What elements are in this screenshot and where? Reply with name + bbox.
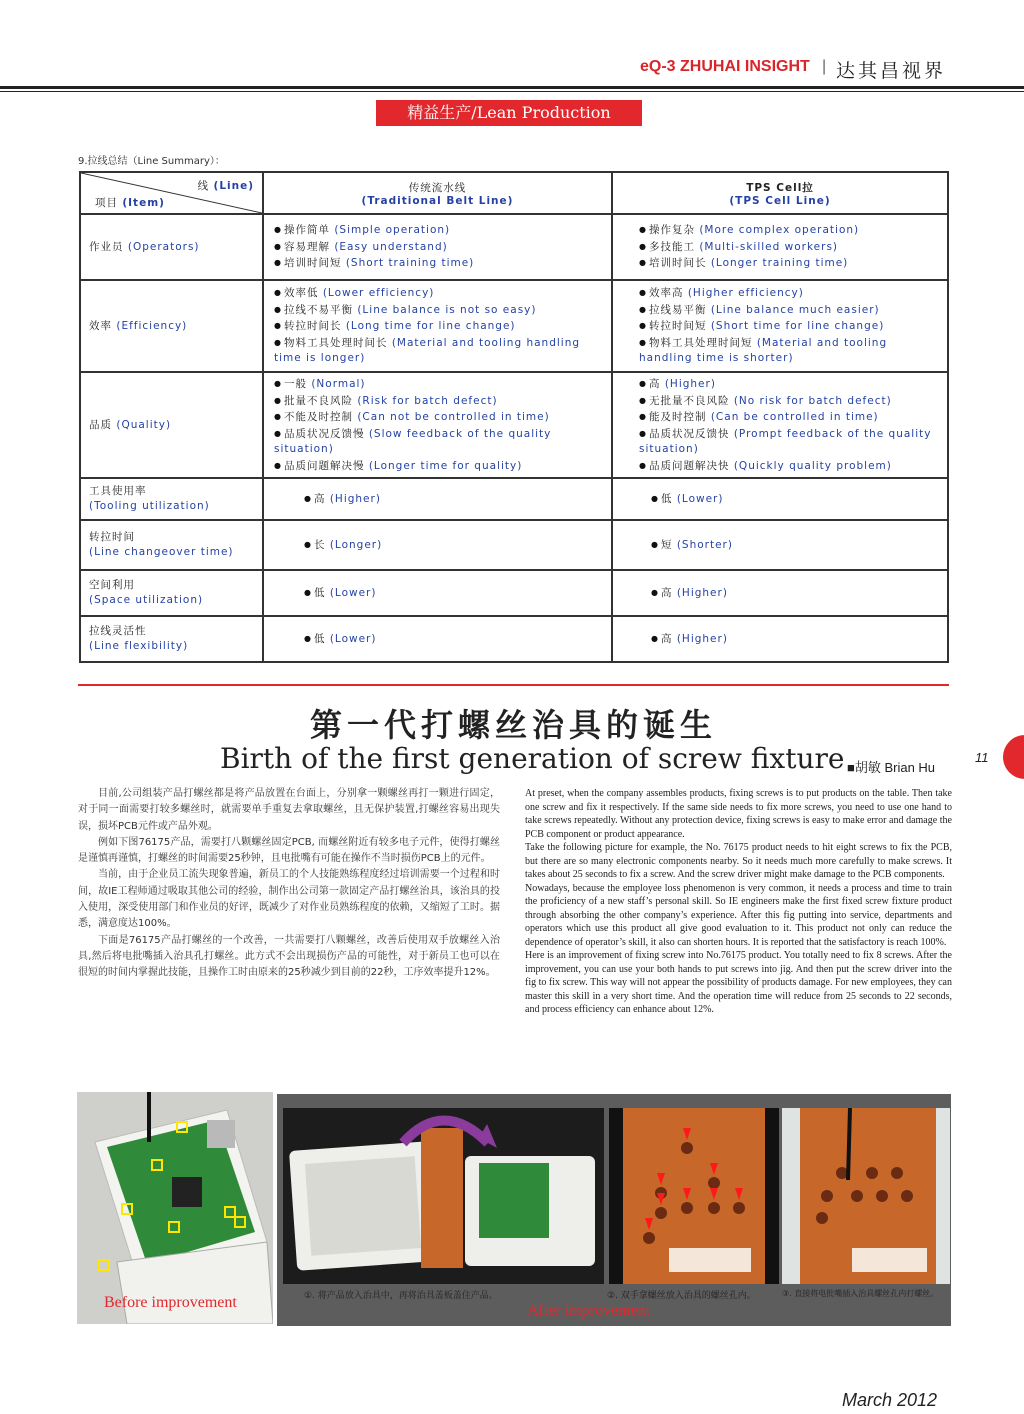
- bullet-en: (Higher): [664, 378, 716, 390]
- tps-cell: [612, 520, 948, 570]
- bullet-item: [639, 393, 939, 410]
- bullet-item: [651, 631, 939, 648]
- bullet-item: [304, 491, 603, 508]
- row-label-cn: 品质: [89, 418, 112, 431]
- magazine-brand: eQ-3 ZHUHAI INSIGHT: [640, 58, 810, 75]
- bullet-en: (Higher): [329, 492, 381, 505]
- corner-cell: [80, 172, 263, 214]
- bullet-en: (Lower): [676, 492, 724, 505]
- bullet-item: [274, 318, 603, 335]
- bullet-list: [621, 631, 939, 648]
- row-label-cell: [80, 616, 263, 662]
- line-summary-table: [79, 171, 949, 663]
- caption-step1: ①. 将产品放入治具中，再将治具盖板盖住产品。: [304, 1291, 498, 1301]
- traditional-cell: [263, 570, 612, 616]
- row-label-cn: 作业员: [89, 240, 124, 253]
- article-divider: [78, 684, 949, 686]
- table-row: [80, 280, 948, 372]
- bullet-en: (Higher): [676, 632, 728, 645]
- caption-before: Before improvement: [104, 1294, 237, 1311]
- page-tab: [1003, 735, 1024, 779]
- tps-cell: [612, 616, 948, 662]
- row-label-cn: 拉线灵活性: [89, 625, 147, 637]
- bullet-en: (More complex operation): [699, 224, 860, 237]
- row-label-en: (Line flexibility): [89, 640, 189, 652]
- bullet-cn: 品质状况反馈慢: [283, 427, 365, 440]
- article-title-en: Birth of the first generation of screw fixture: [220, 742, 845, 775]
- bullet-en: (Longer training time): [710, 257, 849, 270]
- col1-en: (Traditional Belt Line): [361, 194, 514, 207]
- bullet-item: [639, 255, 939, 272]
- bullet-en: (Long time for line change): [345, 320, 516, 333]
- paragraph-en: Here is an improvement of fixing screw into No.76175 product. You totally need to fix 8 screws. After the improvement, you can use your both hands to put screws into jig. And then put the screw driver into the fig to fix screw. This way will not appear the possibility of products damage. For new employees, they can master this skill in a very short time. And the operation time will reduce from 25 seconds to 22 seconds, and process efficiency can enhance about 12%.: [525, 950, 952, 1015]
- tps-cell: [612, 280, 948, 372]
- bullet-en: (Simple operation): [334, 224, 451, 237]
- bullet-cn: 培训时间长: [648, 257, 707, 270]
- bullet-cn: 高: [660, 632, 673, 645]
- bullet-cn: 高: [648, 378, 661, 390]
- bullet-item: [639, 302, 939, 319]
- bullet-list: [274, 376, 603, 474]
- paragraph-en: Nowadays, because the employee loss phenomenon is very common, it needs a process and time to train the proficiency of a new staff’s personal skill. So IE engineers make the first fixed screw fixture product through absorbing the other company’s experience. After this fig putting into service, departments and operators which use this product all give good evaluation to it. This product not only can reduce the dependence of operator’s skill, it also can shorten hours. It is reported that the satisfactory is reach 100%.: [525, 882, 952, 948]
- step3-photo: [782, 1108, 950, 1284]
- traditional-cell: [263, 478, 612, 520]
- bullet-item: [274, 335, 603, 367]
- row-label-cn: 转拉时间: [89, 531, 135, 543]
- bullet-item: [651, 585, 939, 602]
- traditional-cell: [263, 520, 612, 570]
- row-label-cell: [80, 520, 263, 570]
- bullet-en: (No risk for batch defect): [733, 394, 892, 407]
- bullet-item: [639, 318, 939, 335]
- table-row: [80, 616, 948, 662]
- bullet-cn: 低: [313, 632, 326, 645]
- step1-photo: [283, 1108, 604, 1284]
- col2-cn: TPS Cell拉: [746, 181, 814, 194]
- bullet-cn: 操作复杂: [648, 224, 695, 237]
- bullet-item: [639, 285, 939, 302]
- bullet-en: (Lower): [329, 632, 377, 645]
- bullet-item: [274, 426, 603, 458]
- bullet-item: [639, 335, 939, 367]
- bullet-en: (Prompt feedback of the quality situation): [639, 427, 932, 455]
- bullet-en: (Short time for line change): [710, 320, 885, 333]
- table-row: [80, 570, 948, 616]
- bullet-cn: 一般: [283, 378, 307, 390]
- col-header-traditional: [263, 172, 612, 214]
- paragraph-cn: 下面是76175产品打螺丝的一个改善，一共需要打八颗螺丝，改善后使用双手放螺丝入治具,然后将电批嘴插入治具孔打螺丝。此方式不会出现损伤产品的可能性，对于新员工也可以在很短的时间内掌握此技能，且操作工时由原来的25秒减少到目前的22秒，工序效率提升12%。: [78, 934, 500, 979]
- issue-date: March 2012: [842, 1390, 938, 1410]
- bullet-cn: 多技能工: [648, 240, 695, 253]
- bullet-en: (Multi-skilled workers): [699, 240, 839, 253]
- bullet-list: [621, 376, 939, 474]
- row-label-en: (Efficiency): [116, 319, 188, 332]
- bullet-item: [651, 491, 939, 508]
- bullet-item: [274, 393, 603, 410]
- bullet-list: [274, 585, 603, 602]
- step2-photo: [609, 1108, 779, 1284]
- row-label-cn: 效率: [89, 319, 112, 332]
- tps-cell: [612, 372, 948, 478]
- table-row: [80, 372, 948, 478]
- bullet-item: [304, 585, 603, 602]
- bullet-item: [274, 458, 603, 475]
- row-label-cell: [80, 478, 263, 520]
- bullet-item: [639, 458, 939, 475]
- bullet-cn: 转拉时间短: [648, 320, 707, 333]
- paragraph-cn: 当前，由于企业员工流失现象普遍，新员工的个人技能熟练程度经过培训需要一个过程和时间，故IE工程师通过吸取其他公司的经验，制作出公司第一款固定产品打螺丝治具，该治具的投入使用，深受使用部门和作业员的好评，既减少了对作业员熟练程度的依赖，又缩短了工时。据悉，满意度达100%。: [78, 869, 500, 930]
- bullet-cn: 能及时控制: [648, 411, 707, 423]
- row-label-cell: [80, 280, 263, 372]
- bullet-en: (Normal): [311, 378, 366, 390]
- bullet-en: (Shorter): [676, 538, 733, 551]
- row-label-en: (Tooling utilization): [89, 500, 210, 512]
- bullet-cn: 品质状况反馈快: [648, 427, 730, 440]
- bullet-item: [304, 631, 603, 648]
- bullet-en: (Material and tooling handling time is shorter): [639, 336, 888, 365]
- bullet-en: (Material and tooling handling time is longer): [274, 336, 581, 365]
- tps-cell: [612, 214, 948, 280]
- paragraph-cn: 目前,公司组装产品打螺丝都是将产品放置在台面上，分别拿一颗螺丝再打一颗进行固定，对于同一面需要打较多螺丝时，就需要单手重复去拿取螺丝，且无保护装置,打螺丝容易出现失误，损坏PCB元件或产品外观。: [78, 788, 500, 832]
- bullet-item: [274, 255, 603, 272]
- table-title: 9.拉线总结（Line Summary）：: [78, 156, 225, 167]
- paragraph-cn: 例如下图76175产品，需要打八颗螺丝固定PCB, 而螺丝附近有较多电子元件，使得打螺丝是谨慎再谨慎，打螺丝的时间需要25秒钟，且电批嘴有可能在操作不当时损伤PCB上的元件。: [78, 836, 500, 865]
- tps-cell: [612, 478, 948, 520]
- section-tag: 精益生产/Lean Production: [376, 100, 642, 126]
- bullet-en: (Lower efficiency): [322, 287, 435, 300]
- corner-item-cn: 项目: [95, 197, 118, 209]
- table-row: [80, 520, 948, 570]
- bullet-cn: 操作简单: [283, 224, 330, 237]
- bullet-en: (Longer): [329, 538, 383, 551]
- bullet-en: (Line balance is not so easy): [357, 303, 537, 316]
- bullet-list: [274, 537, 603, 554]
- bullet-list: [274, 631, 603, 648]
- bullet-item: [274, 302, 603, 319]
- bullet-en: (Slow feedback of the quality situation): [274, 427, 552, 455]
- table-row: [80, 214, 948, 280]
- bullet-cn: 品质问题解决慢: [283, 459, 365, 472]
- bullet-cn: 批量不良风险: [283, 394, 353, 407]
- bullet-item: [639, 239, 939, 256]
- row-label-cell: [80, 570, 263, 616]
- bullet-item: [274, 222, 603, 239]
- bullet-cn: 短: [660, 538, 673, 551]
- bullet-list: [274, 491, 603, 508]
- page-number: 11: [975, 750, 989, 765]
- bullet-item: [639, 409, 939, 426]
- bullet-cn: 效率高: [648, 287, 684, 300]
- bullet-cn: 低: [313, 586, 326, 599]
- table-header-row: [80, 172, 948, 214]
- bullet-en: (Short training time): [345, 257, 475, 270]
- row-label-cell: [80, 372, 263, 478]
- bullet-cn: 拉线易平衡: [648, 303, 707, 316]
- bullet-en: (Higher efficiency): [687, 287, 804, 300]
- caption-after: After improvement: [527, 1302, 651, 1319]
- corner-line-cn: 线: [197, 180, 210, 192]
- bullet-list: [621, 285, 939, 367]
- bullet-item: [651, 537, 939, 554]
- bullet-cn: 长: [313, 538, 326, 551]
- tps-cell: [612, 570, 948, 616]
- bullet-en: (Line balance much easier): [710, 303, 880, 316]
- bullet-cn: 物料工具处理时间短: [648, 336, 753, 349]
- traditional-cell: [263, 280, 612, 372]
- bullet-cn: 无批量不良风险: [648, 394, 730, 407]
- bullet-item: [274, 409, 603, 426]
- row-label-en: (Quality): [116, 418, 172, 431]
- col2-en: (TPS Cell Line): [729, 194, 831, 207]
- bullet-cn: 容易理解: [283, 240, 330, 253]
- corner-item-en: (Item): [122, 197, 165, 209]
- bullet-cn: 低: [660, 492, 673, 505]
- row-label-en: (Line changeover time): [89, 546, 234, 558]
- bullet-en: (Risk for batch defect): [357, 394, 498, 407]
- bullet-en: (Can be controlled in time): [710, 411, 879, 423]
- traditional-cell: [263, 616, 612, 662]
- bullet-cn: 拉线不易平衡: [283, 303, 353, 316]
- magazine-brand-cn: 达其昌视界: [836, 60, 947, 82]
- traditional-cell: [263, 372, 612, 478]
- bullet-list: [621, 537, 939, 554]
- row-label-cn: 工具使用率: [89, 485, 147, 497]
- article-byline: ■胡敏 Brian Hu: [847, 760, 936, 775]
- bullet-list: [621, 491, 939, 508]
- caption-step2: ②. 双手拿螺丝放入治具的螺丝孔内。: [607, 1291, 756, 1301]
- bullet-item: [304, 537, 603, 554]
- article-body-en: [525, 787, 952, 1017]
- row-label-en: (Space utilization): [89, 594, 204, 606]
- col1-cn: 传统流水线: [408, 181, 467, 194]
- bullet-cn: 物料工具处理时间长: [283, 336, 388, 349]
- corner-line-en: (Line): [213, 180, 254, 192]
- bullet-list: [274, 285, 603, 367]
- article-title-cn: 第一代打螺丝治具的诞生: [309, 706, 717, 744]
- row-label-en: (Operators): [127, 240, 200, 253]
- bullet-item: [274, 239, 603, 256]
- bullet-cn: 高: [313, 492, 326, 505]
- col-header-tps: [612, 172, 948, 214]
- before-improvement-photo: [77, 1092, 273, 1324]
- paragraph-en: At preset, when the company assembles products, fixing screws is to put products on the table. Then take one screw and fix it respectively. If the same side needs to fix more screws, you need to use one hand to take screws repeatedly. Without any protection device, fixing screws is easy to make error and damage the PCB component or product appearance.: [525, 788, 952, 840]
- bullet-cn: 不能及时控制: [283, 411, 353, 423]
- header-rule: [0, 86, 1024, 89]
- bullet-item: [274, 285, 603, 302]
- bullet-list: [621, 585, 939, 602]
- bullet-list: [274, 222, 603, 272]
- bullet-item: [639, 376, 939, 393]
- bullet-cn: 培训时间短: [283, 257, 342, 270]
- paragraph-en: Take the following picture for example, the No. 76175 product needs to hit eight screws to fix the PCB, but there are so many electronic components nearby. So it needs much more carefully to make screws. It takes about 25 seconds to fix a screw. And the screw driver might make damage to the PCB components.: [525, 842, 952, 880]
- bullet-en: (Easy understand): [334, 240, 448, 253]
- bullet-en: (Quickly quality problem): [733, 459, 892, 472]
- row-label-cn: 空间利用: [89, 579, 135, 591]
- bullet-cn: 转拉时间长: [283, 320, 342, 333]
- bullet-cn: 效率低: [283, 287, 319, 300]
- bullet-item: [639, 222, 939, 239]
- table-row: [80, 478, 948, 520]
- bullet-cn: 高: [660, 586, 673, 599]
- bullet-en: (Lower): [329, 586, 377, 599]
- bullet-cn: 品质问题解决快: [648, 459, 730, 472]
- header-rule-thin: [0, 91, 1024, 92]
- bullet-item: [274, 376, 603, 393]
- article-body-cn: [78, 786, 500, 982]
- caption-step3: ③. 直接将电批嘴插入治具螺丝孔内打螺丝。: [782, 1289, 939, 1298]
- row-label-cell: [80, 214, 263, 280]
- bullet-en: (Can not be controlled in time): [357, 411, 550, 423]
- header-separator: |: [822, 58, 827, 75]
- bullet-en: (Higher): [676, 586, 728, 599]
- traditional-cell: [263, 214, 612, 280]
- bullet-en: (Longer time for quality): [368, 459, 523, 472]
- bullet-item: [639, 426, 939, 458]
- bullet-list: [621, 222, 939, 272]
